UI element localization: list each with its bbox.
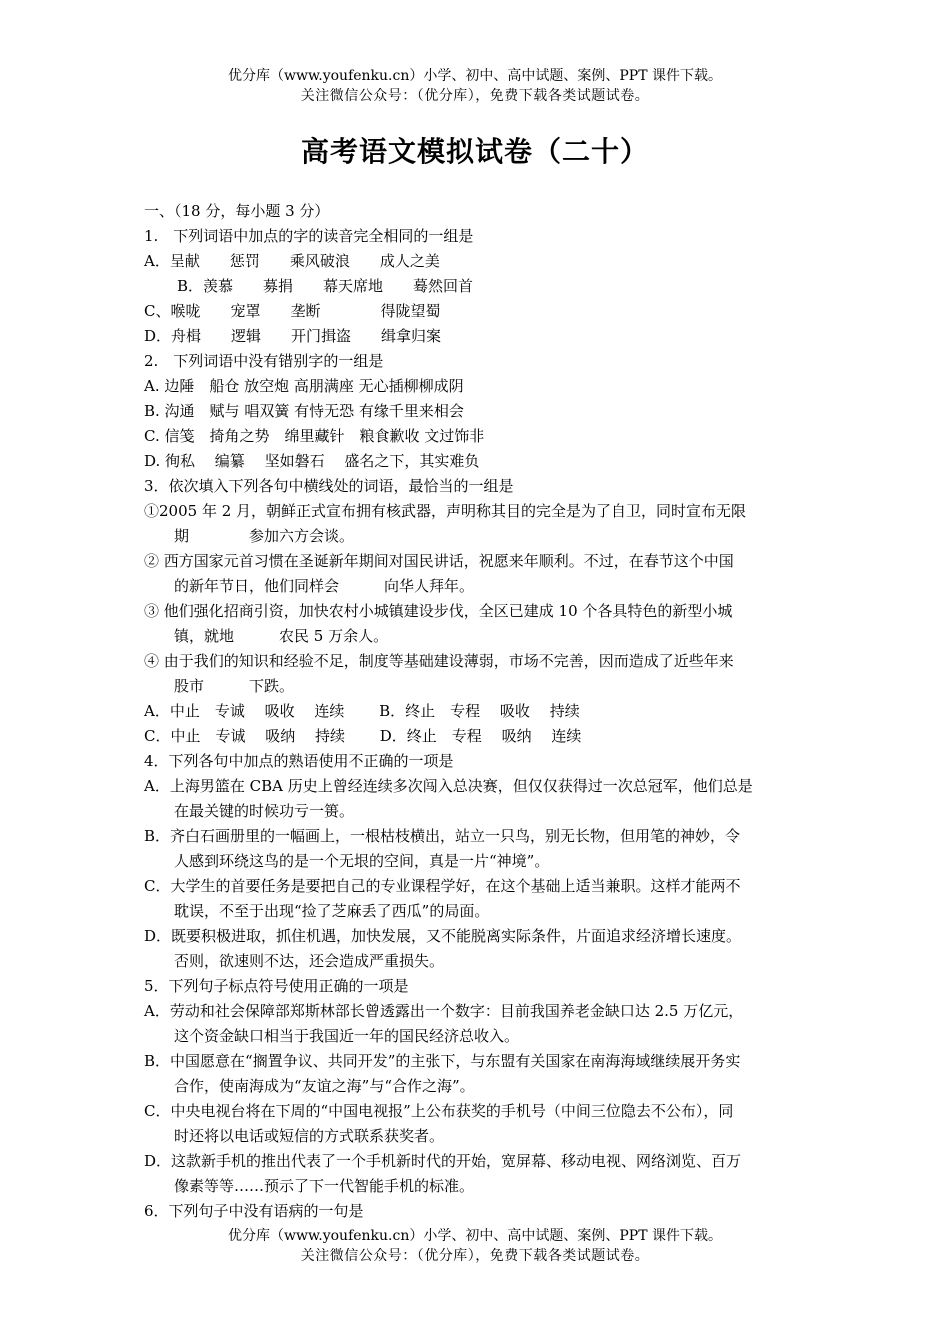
option-4c-cont: 耽误，不至于出现“捡了芝麻丢了西瓜”的局面。 <box>174 902 490 920</box>
question-3: 3．依次填入下列各句中横线处的词语，最恰当的一组是 <box>144 477 514 495</box>
option-4b: B．齐白石画册里的一幅画上，一根枯枝横出，站立一只鸟，别无长物，但用笔的神妙，令 <box>144 827 741 845</box>
section-heading: 一、（18 分，每小题 3 分） <box>144 202 330 220</box>
sentence-3-4: ④ 由于我们的知识和经验不足，制度等基础建设薄弱，市场不完善，因而造成了近些年来 <box>144 652 734 670</box>
option-1a: A．呈献 惩罚 乘风破浪 成人之美 <box>144 252 440 270</box>
sentence-3-1-cont: 期 参加六方会谈。 <box>174 527 355 545</box>
page-header <box>0 66 950 106</box>
sentence-3-4-cont: 股市 下跌。 <box>174 677 295 695</box>
option-5a: A．劳动和社会保障部郑斯林部长曾透露出一个数字：目前我国养老金缺口达 2.5 万亿元， <box>144 1002 744 1020</box>
sentence-3-3: ③ 他们强化招商引资，加快农村小城镇建设步伐，全区已建成 10 个各具特色的新型小城 <box>144 602 733 620</box>
option-2d: D. 徇私 编纂 坚如磐石 盛名之下，其实难负 <box>144 452 480 470</box>
question-1: 1. 下列词语中加点的字的读音完全相同的一组是 <box>144 227 474 245</box>
option-1c: C、喉咙 宠罩 垄断 得陇望蜀 <box>144 302 441 320</box>
option-4d: D．既要积极进取，抓住机遇，加快发展，又不能脱离实际条件，片面追求经济增长速度。 <box>144 927 742 945</box>
option-5b: B．中国愿意在“搁置争议、共同开发”的主张下，与东盟有关国家在南海海域继续展开务实 <box>144 1052 741 1070</box>
sentence-3-2-cont: 的新年节日，他们同样会 向华人拜年。 <box>174 577 475 595</box>
option-2a: A. 边陲 船仓 放空炮 高朋满座 无心插柳柳成阴 <box>144 377 464 395</box>
option-5d: D．这款新手机的推出代表了一个手机新时代的开始，宽屏幕、移动电视、网络浏览、百万 <box>144 1152 742 1170</box>
page-footer <box>0 1226 950 1266</box>
option-2b: B. 沟通 赋与 唱双簧 有恃无恐 有缘千里来相会 <box>144 402 464 420</box>
footer-line-2: 关注微信公众号：（优分库），免费下载各类试题试卷。 <box>300 1248 650 1264</box>
options-3ab: A．中止 专诚 吸收 连续 B．终止 专程 吸收 持续 <box>144 702 580 720</box>
option-4a-cont: 在最关键的时候功亏一篑。 <box>174 802 355 820</box>
option-2c: C. 信笺 掎角之势 绵里藏针 粮食歉收 文过饰非 <box>144 427 485 445</box>
question-2: 2. 下列词语中没有错别字的一组是 <box>144 352 384 370</box>
footer-line-1: 优分库（www.youfenku.cn）小学、初中、高中试题、案例、PPT 课件下载。 <box>227 1228 722 1244</box>
sentence-3-2: ② 西方国家元首习惯在圣诞新年期间对国民讲话，祝愿来年顺利。不过，在春节这个中国 <box>144 552 734 570</box>
option-5c-cont: 时还将以电话或短信的方式联系获奖者。 <box>174 1127 445 1145</box>
option-5a-cont: 这个资金缺口相当于我国近一年的国民经济总收入。 <box>174 1027 520 1045</box>
question-4: 4．下列各句中加点的熟语使用不正确的一项是 <box>144 752 454 770</box>
option-1d: D．舟楫 逻辑 开门揖盗 缉拿归案 <box>144 327 442 345</box>
option-5c: C．中央电视台将在下周的“中国电视报”上公布获奖的手机号（中间三位隐去不公布），同 <box>144 1102 734 1120</box>
option-1b: B．羡慕 募捐 幕天席地 蓦然回首 <box>177 277 474 295</box>
option-5d-cont: 像素等等……预示了下一代智能手机的标准。 <box>174 1177 475 1195</box>
question-5: 5．下列句子标点符号使用正确的一项是 <box>144 977 409 995</box>
header-line-1: 优分库（www.youfenku.cn）小学、初中、高中试题、案例、PPT 课件下载。 <box>227 68 722 84</box>
document-body <box>144 199 812 1224</box>
option-4a: A．上海男篮在 CBA 历史上曾经连续多次闯入总决赛，但仅仅获得过一次总冠军，他们总是 <box>144 777 753 795</box>
sentence-3-1: ①2005 年 2 月，朝鲜正式宣布拥有核武器，声明称其目的完全是为了自卫，同时宣布无限 <box>144 502 747 520</box>
sentence-3-3-cont: 镇，就地 农民 5 万余人。 <box>174 627 389 645</box>
option-4b-cont: 人感到环绕这鸟的是一个无垠的空间，真是一片“神境”。 <box>174 852 550 870</box>
header-line-2: 关注微信公众号：（优分库），免费下载各类试题试卷。 <box>300 88 650 104</box>
option-4d-cont: 否则，欲速则不达，还会造成严重损失。 <box>174 952 445 970</box>
question-6: 6．下列句子中没有语病的一句是 <box>144 1202 364 1220</box>
options-3cd: C．中止 专诚 吸纳 持续 D．终止 专程 吸纳 连续 <box>144 727 582 745</box>
option-4c: C．大学生的首要任务是要把自己的专业课程学好，在这个基础上适当兼职。这样才能两不 <box>144 877 741 895</box>
document-title: 高考语文模拟试卷（二十） <box>300 135 649 168</box>
option-5b-cont: 合作，使南海成为“友谊之海”与“合作之海”。 <box>174 1077 475 1095</box>
